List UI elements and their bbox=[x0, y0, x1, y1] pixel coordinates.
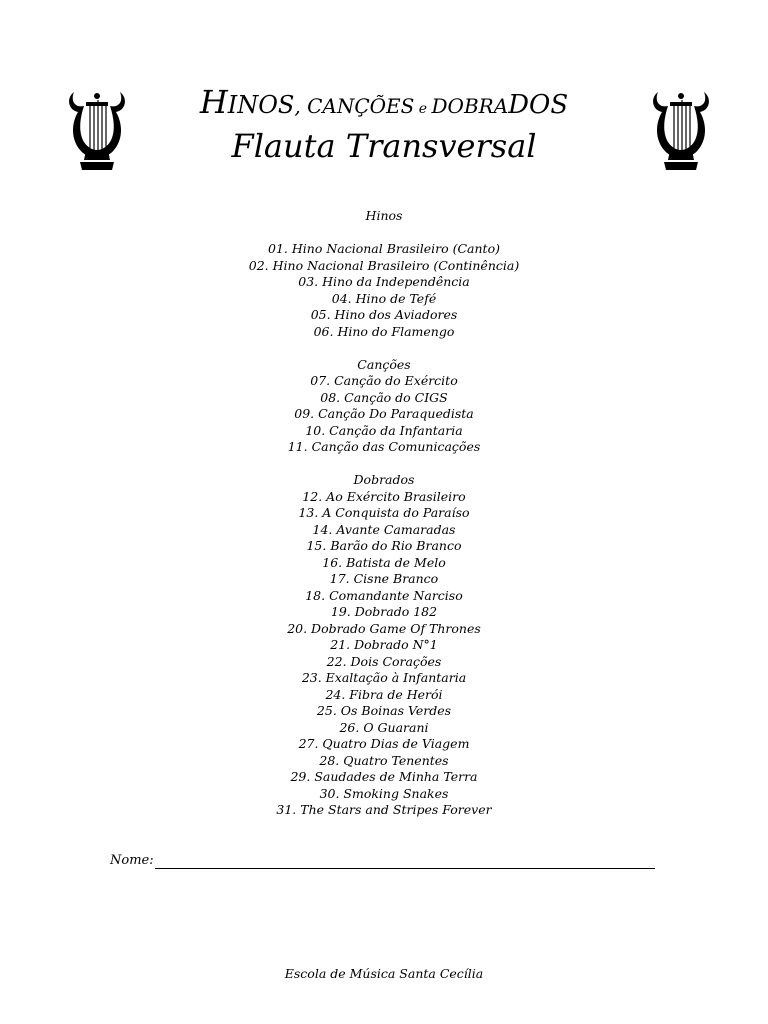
list-item: 25. Os Boinas Verdes bbox=[316, 703, 452, 718]
title-part: CANÇÕES bbox=[307, 94, 415, 118]
list-item: 05. Hino dos Aviadores bbox=[310, 307, 458, 322]
list-item: 06. Hino do Flamengo bbox=[313, 323, 455, 339]
list-item: 22. Dois Corações bbox=[326, 653, 442, 669]
list-item: 02. Hino Nacional Brasileiro (Continência) bbox=[248, 257, 520, 273]
section-heading: Canções bbox=[357, 356, 411, 372]
section-gap bbox=[0, 340, 768, 357]
list-item: 13. A Conquista do Paraíso bbox=[298, 505, 470, 520]
section-heading: Dobrados bbox=[353, 472, 415, 487]
list-item: 26. O Guarani bbox=[339, 719, 429, 735]
list-item: 04. Hino de Tefé bbox=[331, 290, 437, 306]
list-item: 08. Canção do CIGS bbox=[320, 389, 448, 405]
footer-school-name: Escola de Música Santa Cecília bbox=[284, 966, 484, 981]
section-gap bbox=[0, 456, 768, 473]
list-item: 15. Barão do Rio Branco bbox=[306, 538, 462, 553]
list-item: 27. Quatro Dias de Viagem bbox=[298, 736, 470, 751]
list-item: 12. Ao Exército Brasileiro bbox=[302, 488, 466, 504]
list-item: 14. Avante Camaradas bbox=[312, 521, 456, 537]
title-part: , bbox=[294, 94, 308, 118]
list-item: 21. Dobrado N°1 bbox=[330, 637, 438, 652]
list-item: 16. Batista de Melo bbox=[322, 554, 446, 570]
list-item: 20. Dobrado Game Of Thrones bbox=[287, 620, 481, 636]
list-item: 09. Canção Do Paraquedista bbox=[294, 406, 474, 421]
list-item: 07. Canção do Exército bbox=[310, 373, 458, 388]
list-item: 30. Smoking Snakes bbox=[319, 785, 449, 801]
list-item: 11. Canção das Comunicações bbox=[287, 439, 481, 454]
list-item: 28. Quatro Tenentes bbox=[319, 752, 449, 768]
list-item: 24. Fibra de Herói bbox=[325, 686, 443, 702]
list-item: 18. Comandante Narciso bbox=[305, 587, 463, 603]
list-item: 01. Hino Nacional Brasileiro (Canto) bbox=[268, 241, 500, 256]
section-heading: Hinos bbox=[365, 208, 403, 223]
name-label: Nome: bbox=[110, 853, 154, 868]
table-of-contents bbox=[0, 208, 768, 819]
list-item: 29. Saudades de Minha Terra bbox=[290, 769, 478, 784]
list-item: 19. Dobrado 182 bbox=[330, 604, 438, 619]
title-part: DOBRA bbox=[431, 94, 509, 118]
list-item: 03. Hino da Independência bbox=[298, 274, 470, 289]
name-field bbox=[110, 853, 655, 869]
title-part: INOS bbox=[227, 91, 295, 119]
title-part: e bbox=[414, 101, 432, 117]
list-item: 10. Canção da Infantaria bbox=[305, 422, 463, 438]
list-item: 31. The Stars and Stripes Forever bbox=[276, 802, 492, 817]
title-part: H bbox=[199, 83, 228, 121]
list-item: 17. Cisne Branco bbox=[329, 571, 439, 586]
page-title bbox=[0, 83, 768, 121]
page-subtitle: Flauta Transversal bbox=[231, 127, 537, 165]
name-underline bbox=[155, 855, 655, 869]
list-item: 23. Exaltação à Infantaria bbox=[301, 670, 467, 685]
section-gap bbox=[0, 225, 768, 242]
title-part: DOS bbox=[508, 90, 569, 120]
